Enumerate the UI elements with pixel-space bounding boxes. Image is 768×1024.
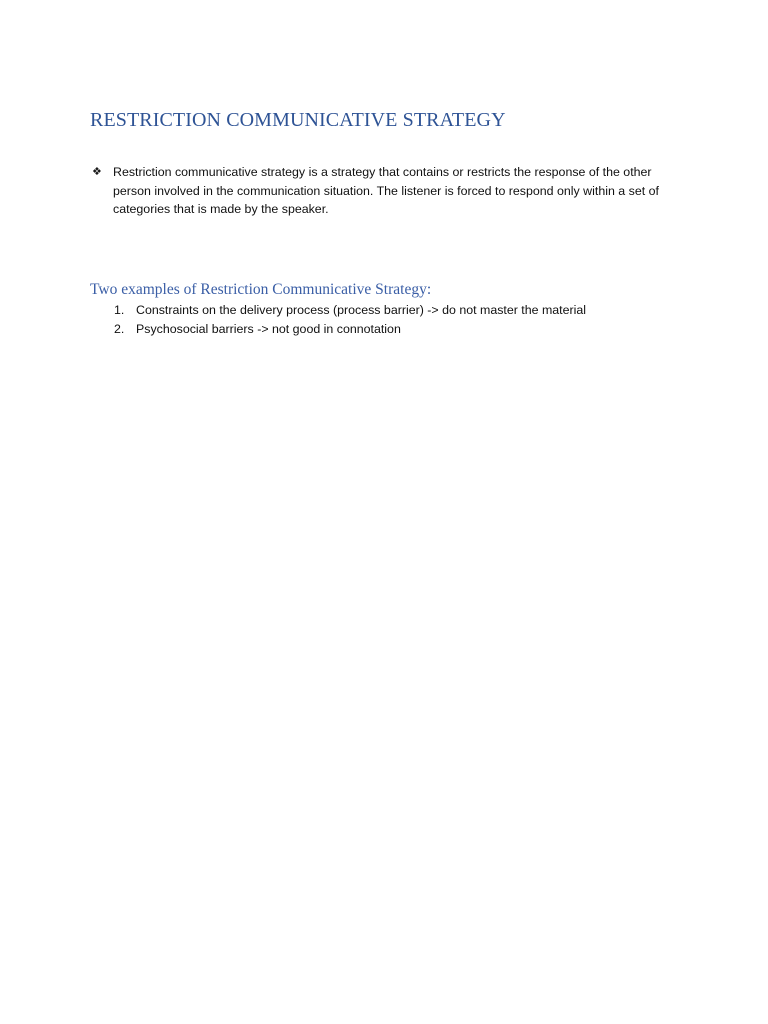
bullet-paragraph xyxy=(90,163,690,219)
page-title: RESTRICTION COMMUNICATIVE STRATEGY xyxy=(90,109,506,131)
diamond-bullet-icon: ❖ xyxy=(92,165,102,178)
list-item-text: Constraints on the delivery process (process barrier) -> do not master the material xyxy=(136,303,587,317)
list-item-number: 2. xyxy=(114,322,125,336)
examples-heading: Two examples of Restriction Communicative Strategy: xyxy=(90,281,432,298)
list-item-text: Psychosocial barriers -> not good in connotation xyxy=(136,322,401,336)
list-item-number: 1. xyxy=(114,303,125,317)
bullet-text: Restriction communicative strategy is a strategy that contains or restricts the response of the other person involved in the communication situation. The listener is forced to respond only within a set of categories that is made by the speaker. xyxy=(113,165,659,216)
